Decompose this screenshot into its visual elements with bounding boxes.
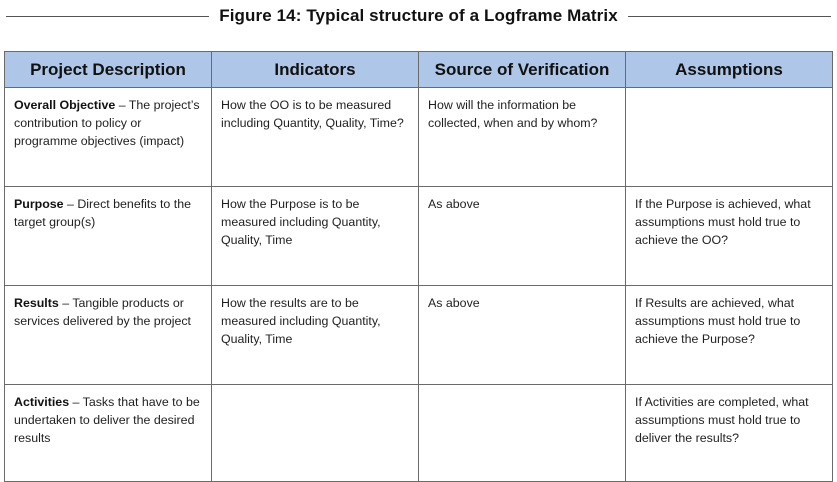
row-label: Activities xyxy=(14,395,70,409)
row-description: – Direct benefits to the target group(s) xyxy=(14,197,191,229)
figure-title-row xyxy=(6,4,831,28)
cell-verification: How will the information be collected, when and by whom? xyxy=(419,88,626,187)
header-indicators: Indicators xyxy=(212,52,419,88)
cell-indicators: How the OO is to be measured including Quantity, Quality, Time? xyxy=(212,88,419,187)
logframe-matrix-table xyxy=(4,51,833,482)
header-project-description: Project Description xyxy=(5,52,212,88)
cell-indicators: How the results are to be measured including Quantity, Quality, Time xyxy=(212,286,419,385)
row-description: – The project’s contribution to policy or programme objectives (impact) xyxy=(14,98,200,148)
cell-indicators: How the Purpose is to be measured including Quantity, Quality, Time xyxy=(212,187,419,286)
cell-assumptions xyxy=(626,88,833,187)
row-label: Overall Objective xyxy=(14,98,116,112)
header-row xyxy=(5,52,833,88)
row-description: – Tangible products or services delivered by the project xyxy=(14,296,191,328)
table-row-purpose xyxy=(5,187,833,286)
cell-description xyxy=(5,286,212,385)
title-rule-right xyxy=(628,16,831,17)
cell-verification: As above xyxy=(419,187,626,286)
cell-description xyxy=(5,385,212,482)
cell-assumptions: If Results are achieved, what assumptions must hold true to achieve the Purpose? xyxy=(626,286,833,385)
cell-indicators xyxy=(212,385,419,482)
row-label: Results xyxy=(14,296,59,310)
figure-title: Figure 14: Typical structure of a Logframe Matrix xyxy=(219,6,618,25)
table-row-overall-objective xyxy=(5,88,833,187)
cell-description xyxy=(5,88,212,187)
cell-verification: As above xyxy=(419,286,626,385)
cell-verification xyxy=(419,385,626,482)
row-label: Purpose xyxy=(14,197,64,211)
cell-description xyxy=(5,187,212,286)
title-rule-left xyxy=(6,16,209,17)
table-row-results xyxy=(5,286,833,385)
header-assumptions: Assumptions xyxy=(626,52,833,88)
table-row-activities xyxy=(5,385,833,482)
cell-assumptions: If the Purpose is achieved, what assumptions must hold true to achieve the OO? xyxy=(626,187,833,286)
header-source-of-verification: Source of Verification xyxy=(419,52,626,88)
row-description: – Tasks that have to be undertaken to deliver the desired results xyxy=(14,395,200,445)
cell-assumptions: If Activities are completed, what assumptions must hold true to deliver the results? xyxy=(626,385,833,482)
